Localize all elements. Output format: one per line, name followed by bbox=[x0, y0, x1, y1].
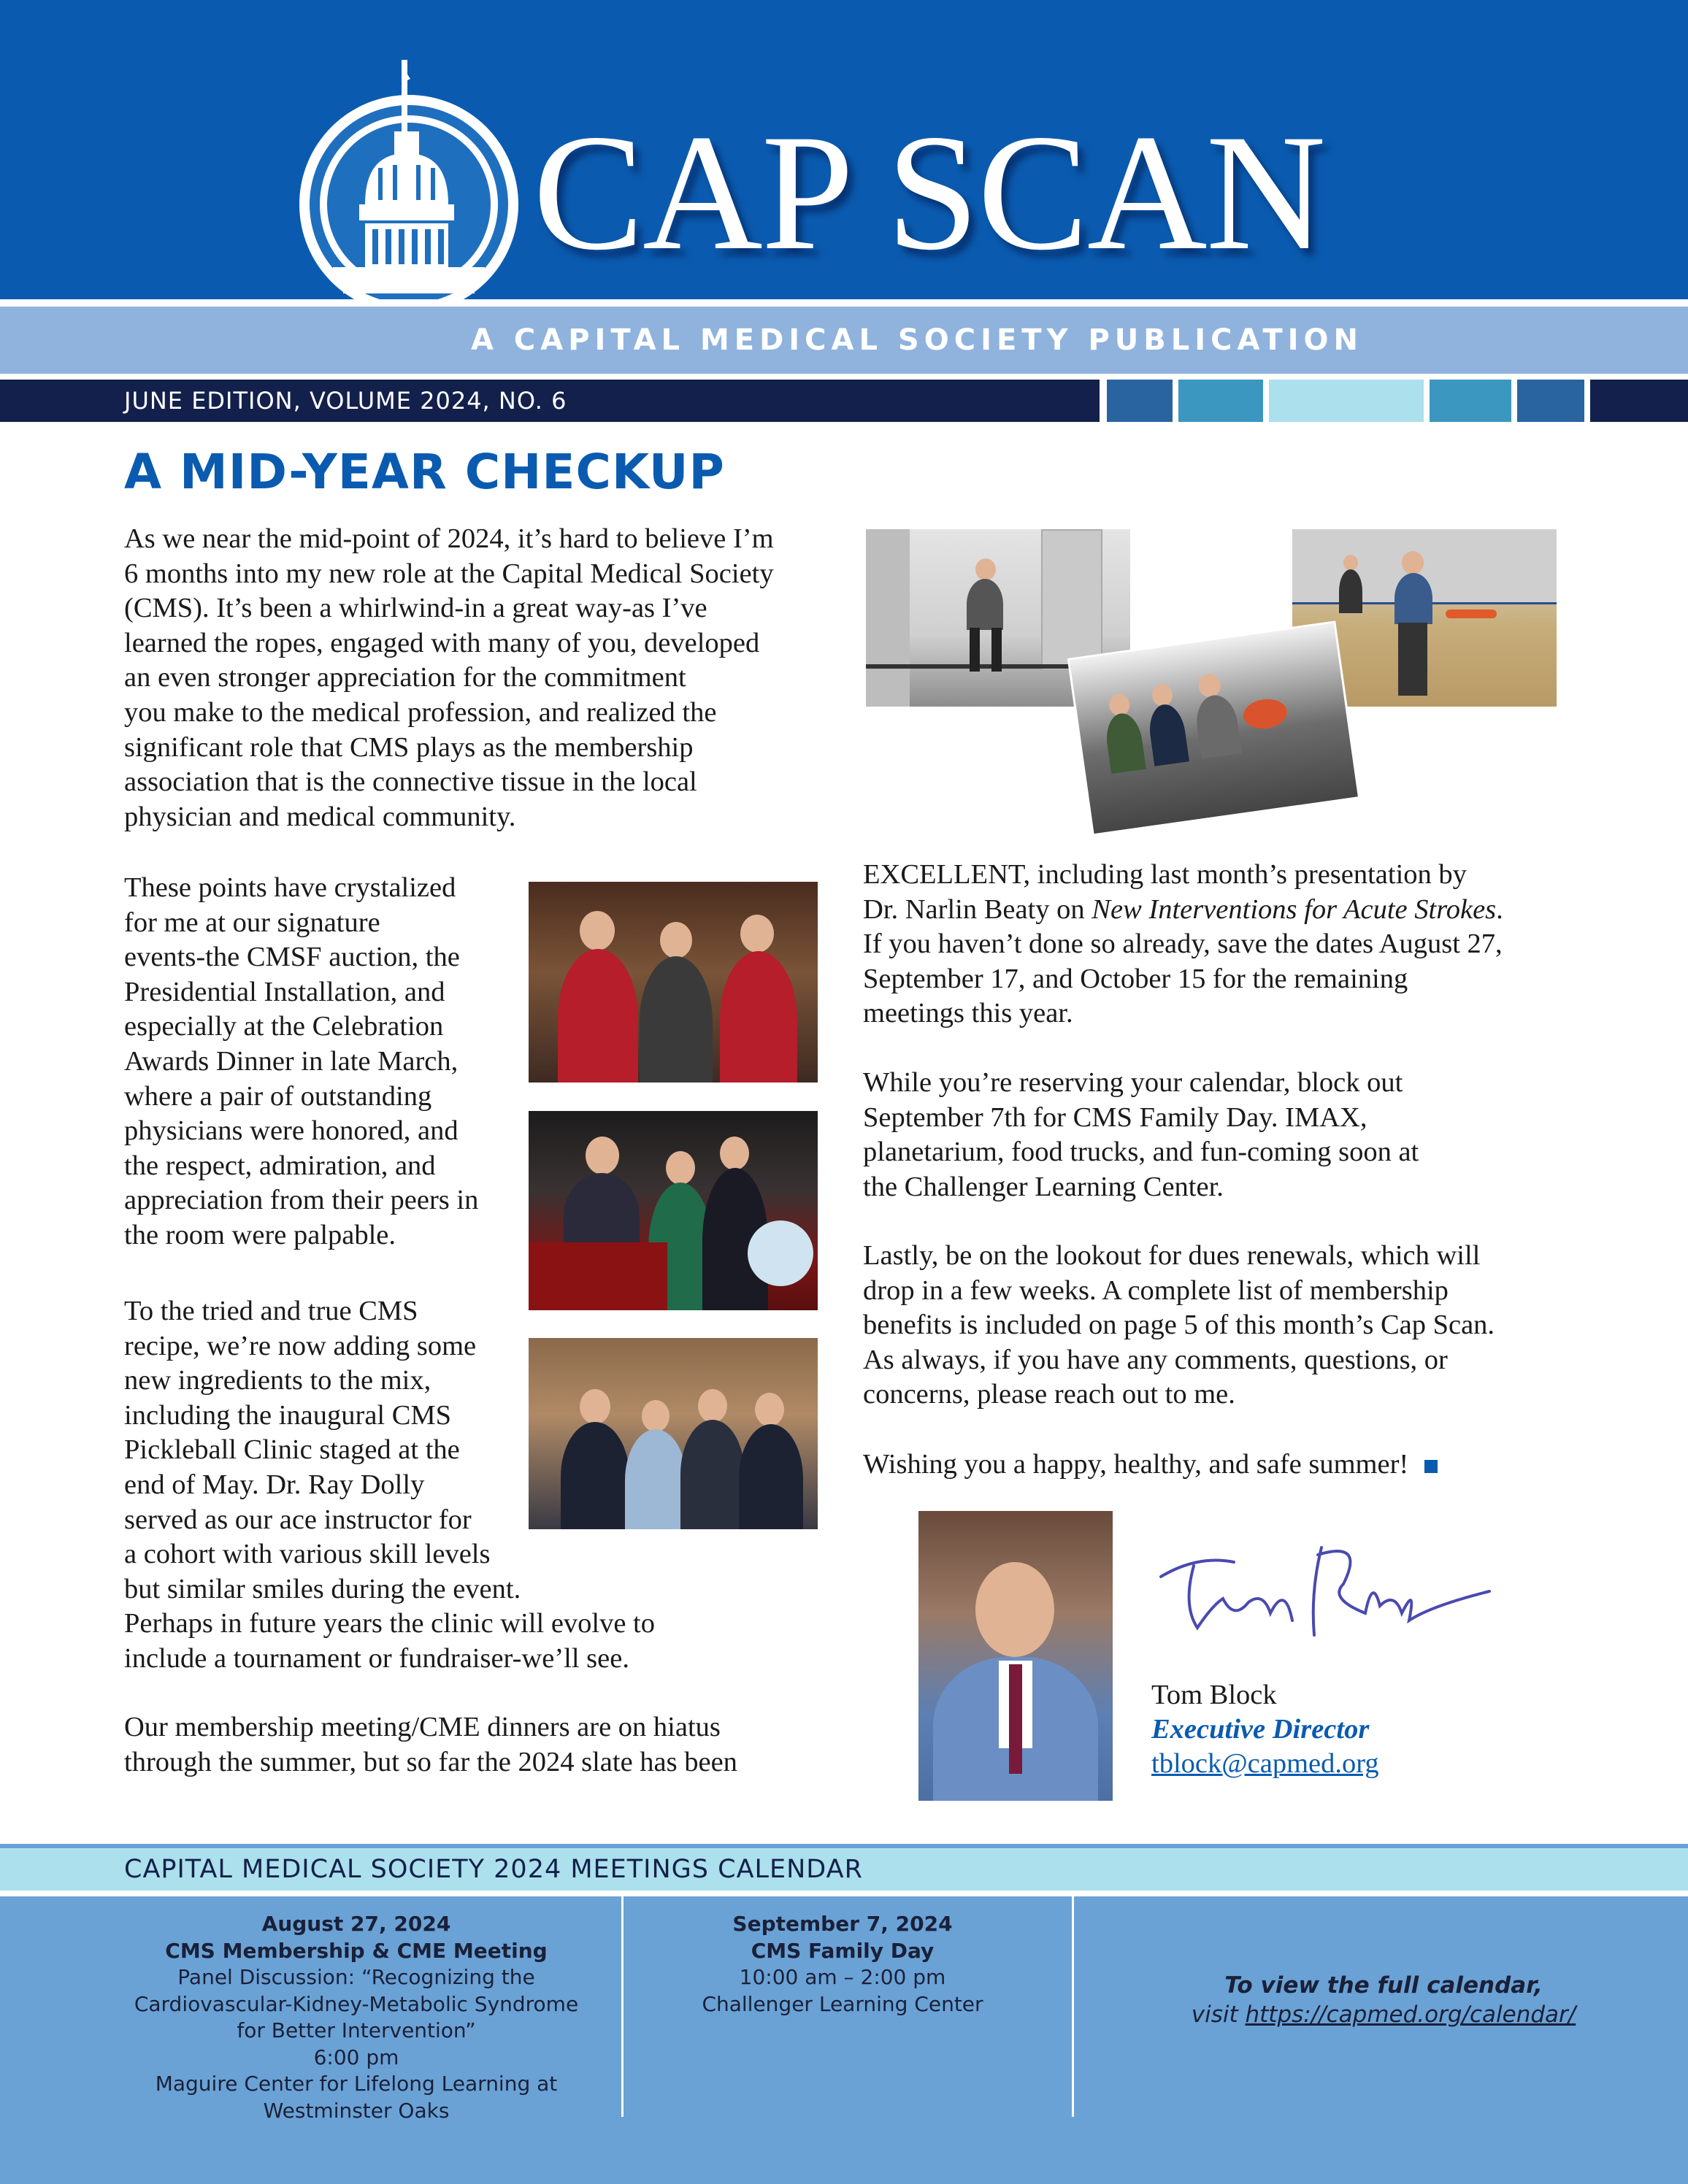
end-mark-icon bbox=[1424, 1460, 1438, 1473]
portrait-photo bbox=[918, 1511, 1113, 1801]
signatory-name: Tom Block bbox=[1151, 1680, 1277, 1710]
calendar-event bbox=[624, 1911, 1062, 2018]
paragraph-text: . bbox=[1496, 893, 1503, 925]
event-photo bbox=[529, 882, 818, 1083]
calendar-title: CAPITAL MEDICAL SOCIETY 2024 MEETINGS CALENDAR bbox=[124, 1855, 863, 1884]
edition-label: JUNE EDITION, VOLUME 2024, NO. 6 bbox=[124, 387, 567, 415]
event-title: CMS Family Day bbox=[751, 1938, 935, 1963]
closing-text: Wishing you a happy, healthy, and safe summer! bbox=[863, 1449, 1409, 1480]
event-venue: Maguire Center for Lifelong Learning at bbox=[155, 2072, 558, 2096]
signatory-email-link[interactable]: tblock@capmed.org bbox=[1151, 1748, 1379, 1779]
paragraph-text: Dr. Narlin Beaty on bbox=[863, 893, 1092, 925]
article-paragraph: To the tried and true CMS recipe, we’re now adding some new ingredients to the mix, including the inaugural CMS Pickleball Clinic staged at the end of May. Dr. Ray Dolly served as our ace instructor for a cohort with various skill levels but similar smiles during the event. Perhaps in future years the clinic will evolve to include a tournament or fundraiser-we’ll see. bbox=[124, 1296, 656, 1674]
paragraph-text: If you haven’t done so already, save the dates August 27, September 17, and October 15 for the remaining meetings this year. bbox=[863, 928, 1503, 1029]
event-time: 6:00 pm bbox=[313, 2045, 399, 2069]
article-headline: A MID-YEAR CHECKUP bbox=[124, 444, 725, 500]
color-block bbox=[1178, 380, 1263, 422]
calendar-event bbox=[124, 1911, 588, 2124]
event-date: September 7, 2024 bbox=[732, 1912, 953, 1936]
article-paragraph: Lastly, be on the lookout for dues renewals, which will drop in a few weeks. A complete list of membership benefits is included on page 5 of this month’s Cap Scan. As always, if you have any comments, questions, or concerns, please reach out to me. bbox=[863, 1240, 1495, 1410]
color-block bbox=[1107, 380, 1173, 422]
publication-tagline-bar bbox=[0, 307, 1688, 374]
calendar-column-divider bbox=[1072, 1896, 1074, 2117]
color-block bbox=[1590, 380, 1688, 422]
publication-tagline: A CAPITAL MEDICAL SOCIETY PUBLICATION bbox=[471, 323, 1363, 357]
color-block bbox=[1269, 380, 1424, 422]
publication-title: CAP SCAN bbox=[533, 101, 1325, 285]
full-calendar-callout bbox=[1081, 1971, 1687, 2029]
callout-lead: To view the full calendar, bbox=[1224, 1972, 1543, 1999]
event-description: Cardiovascular-Kidney-Metabolic Syndrome bbox=[134, 1991, 579, 2016]
article-paragraph: As we near the mid-point of 2024, it’s hard to believe I’m 6 months into my new role at the Capital Medical Society (CMS). It’s been a whirlwind-in a great way-as I’ve learned the ropes, engaged with many of you, developed an even stronger appreciation for the commitment you make to the medical profession, and realized the significant role that CMS plays as the membership association that is the connective tissue in the local physician and medical community. bbox=[124, 523, 774, 832]
article-paragraph bbox=[863, 858, 1564, 1031]
event-description: for Better Intervention” bbox=[237, 2018, 476, 2042]
event-photo bbox=[529, 1111, 818, 1310]
event-description: Panel Discussion: “Recognizing the bbox=[177, 1965, 535, 1989]
event-time: 10:00 am – 2:00 pm bbox=[739, 1965, 946, 1989]
event-venue: Challenger Learning Center bbox=[702, 1991, 983, 2016]
edition-bar bbox=[0, 380, 1100, 422]
pickleball-photo bbox=[1067, 620, 1361, 836]
calendar-divider bbox=[0, 1891, 1688, 1896]
signatory-title: Executive Director bbox=[1151, 1714, 1370, 1745]
article-paragraph: Our membership meeting/CME dinners are on hiatus through the summer, but so far the 2024 slate has been bbox=[124, 1712, 737, 1777]
calendar-url-link[interactable]: https://capmed.org/calendar/ bbox=[1245, 2002, 1576, 2028]
event-photo bbox=[529, 1338, 818, 1529]
paragraph-line: EXCELLENT, including last month’s presentation by bbox=[863, 859, 1467, 890]
masthead-divider bbox=[0, 299, 1688, 307]
calendar-header bbox=[0, 1848, 1688, 1891]
handwritten-signature bbox=[1154, 1533, 1497, 1650]
article-paragraph: While you’re reserving your calendar, block out September 7th for CMS Family Day. IMAX, planetarium, food trucks, and fun-coming soon at the Challenger Learning Center. bbox=[863, 1067, 1419, 1202]
capitol-dome-logo bbox=[292, 51, 526, 328]
callout-visit: visit bbox=[1191, 2002, 1246, 2028]
color-block bbox=[1517, 380, 1584, 422]
color-block bbox=[1430, 380, 1511, 422]
event-date: August 27, 2024 bbox=[261, 1912, 451, 1936]
article-closing bbox=[863, 1447, 1564, 1483]
presentation-title: New Interventions for Acute Strokes bbox=[1092, 893, 1497, 925]
event-title: CMS Membership & CME Meeting bbox=[165, 1938, 548, 1963]
event-venue: Westminster Oaks bbox=[263, 2098, 450, 2123]
article-paragraph: These points have crystalized for me at our signature events-the CMSF auction, the Presidential Installation, and especially at the Celebration Awards Dinner in late March, where a pair of outstanding physicians were honored, and the respect, admiration, and appreciation from their peers in the room were palpable. bbox=[124, 872, 479, 1250]
